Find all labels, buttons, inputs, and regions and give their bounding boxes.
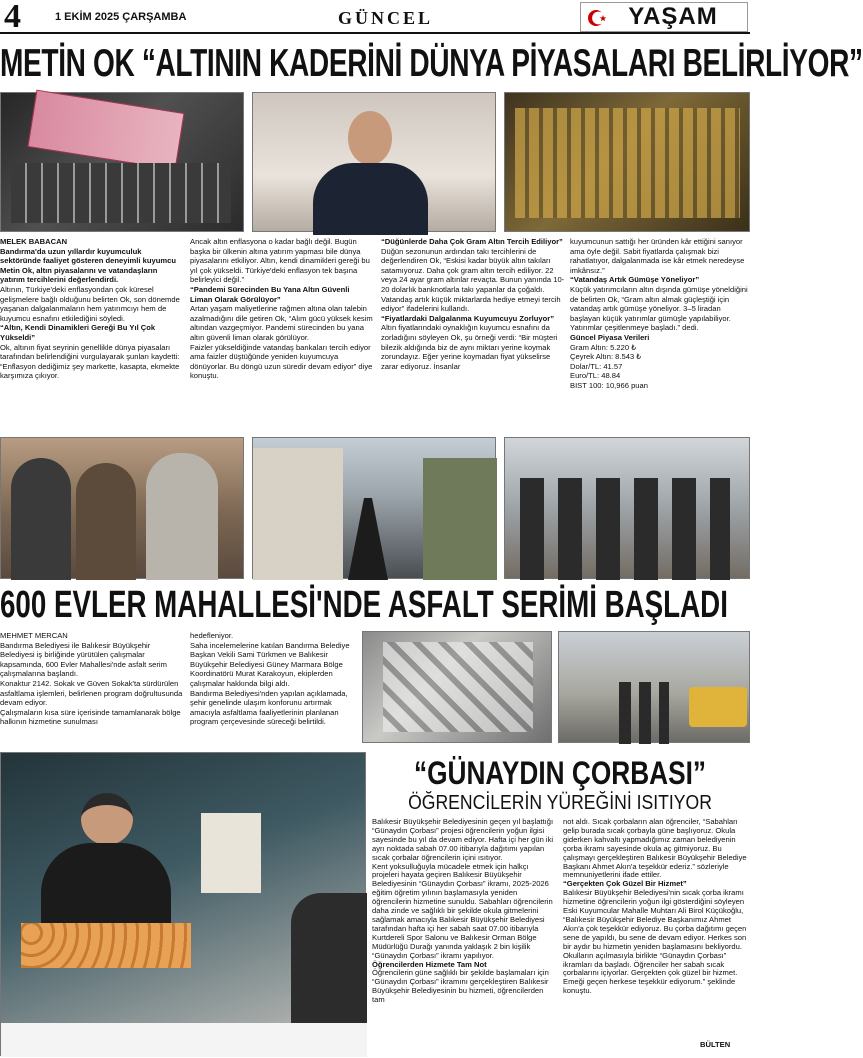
market-data-quarter-gold: Çeyrek Altın: 8.543 ₺ <box>570 352 642 362</box>
section-title: GÜNCEL <box>338 8 434 28</box>
officials-group-photo <box>504 437 750 579</box>
gold-article-headline: METİN OK “ALTININ KADERİNİ DÜNYA PİYASALARI BELİRLİYOR” <box>0 42 863 85</box>
subheading: “Altın, Kendi Dinamikleri Gereği Bu Yıl Çok Yükseldi” <box>0 323 156 342</box>
soup-article-column-2 <box>563 818 750 1054</box>
paragraph: Altın fiyatlarındaki oynaklığın kuyumcu esnafını da zorladığını söyleyen Ok, şu örneği verdi: “Bir müşteri bilezik aldığında biz de aynı miktarı yerine koymak zorundayız. Eğer yerine koymadan fiyat yükselirse zarar ediyoruz. İnsanlar <box>381 323 558 371</box>
paragraph: Balıkesir Büyükşehir Belediyesi'nin sıcak çorba ikramı hizmetine öğrencilerin yoğun ilgi gösterdiğini söyleyen Eski Kuyumcular Mahalle Muhtarı Ali Birol Küçükoğlu, “Balıkesir Büyükşehir Belediye Başkanımız Ahmet Akın'a çok teşekkür ediyoruz. Bu çorba dağıtımı geçen sene de yapıldı, bu sene de devam ediyor. Herkes son bir aydır bu hizmetin yeniden başlamasını bekliyordu. Okulların açılmasıyla birlikte “Günaydın Çorbası” ikramları da başladı. Öğrenciler her sabah sıcak çorbalarını içiyorlar. Gerçekten çok güzel bir hizmet. Emeği geçen herkese teşekkür ediyorum.” şeklinde konuştu. <box>563 888 747 996</box>
subheading: “Pandemi Sürecinden Bu Yana Altın Güvenli Liman Olarak Görülüyor” <box>190 284 350 304</box>
paragraph: not aldı. Sıcak çorbaların alan öğrenciler, “Sabahları gelip burada sıcak çorbayla güne başlıyoruz. Okula giderken kahvaltı yapmadığımız zaman belediyenin çorba ikramı sayesinde okula aç gitmiyoruz. Bu çalışmayı gerçekleştiren Balıkesir Büyükşehir Belediye Başkanı Ahmet Akın'a teşekkür ederiz.” sözleriyle memnuniyetlerini ifade ettiler. <box>563 817 747 880</box>
roadwork-photo <box>558 631 750 743</box>
paragraph: Altının, Türkiye'deki enflasyondan çok küresel gelişmelere bağlı olduğunu belirten Ok, son dönemde yaşanan dalgalanmaların hem yatırımcıyı hem de kuyumcu esnafını etkilediğini söyledi. <box>0 284 180 323</box>
gold-article-column-2 <box>190 237 373 429</box>
paragraph: Bandırma Belediyesi ile Balıkesir Büyükşehir Belediyesi iş birliğinde yürütülen çalışmalar kapsamında, 600 Evler Mahallesi'nde asfalt serim çalışmalarına başlandı. <box>0 640 167 679</box>
logo-name: YAŞAM <box>628 3 718 30</box>
issue-date: 1 EKİM 2025 ÇARŞAMBA <box>55 11 187 23</box>
paragraph: Bandırma'da uzun yıllardır kuyumculuk sektöründe faaliyet gösteren deneyimli kuyumcu Metin Ok, altın piyasalarını ve vatandaşların yatırım tercihlerini değerlendirdi. <box>0 246 176 285</box>
asphalt-article-headline: 600 EVLER MAHALLESİ'NDE ASFALT SERİMİ BAŞLADI <box>0 584 728 626</box>
gold-article-column-3 <box>381 237 566 429</box>
gold-jewelry-display-photo <box>504 92 750 232</box>
paragraph: Ancak altın enflasyona o kadar bağlı değil. Bugün başka bir ülkenin altına yatırım yapması bile dünya piyasalarını etkiliyor. Altın, kendi dinamikleri gereği bu yıl çok yükseldi. Türkiye'deki enflasyon tek başına belirleyici değil.” <box>190 237 370 285</box>
asphalt-road-photo <box>252 437 496 579</box>
paragraph: Konaktur 2142. Sokak ve Güven Sokak'ta sürdürülen asfaltlama işlemleri, belirlenen program doğrultusunda devam ediyor. <box>0 678 183 708</box>
newspaper-logo <box>580 2 748 32</box>
page-header <box>0 0 750 34</box>
paragraph: hedefleniyor. <box>190 631 234 640</box>
soup-article-subheadline: ÖĞRENCİLERİN YÜREĞİNİ ISITIYOR <box>408 792 712 814</box>
soup-distribution-photo <box>0 752 366 1056</box>
article-signature: BÜLTEN <box>700 1040 731 1049</box>
paragraph: Ok, altının fiyat seyrinin genellikle dünya piyasaları tarafından belirlendiğini vurgulayarak şunları kaydetti: <box>0 342 180 362</box>
gold-article-column-1 <box>0 237 183 429</box>
paragraph: Çalışmaların kısa süre içerisinde tamamlanarak bölge halkının hizmetine sunulması <box>0 707 181 727</box>
paragraph: Faizler yükseldiğinde vatandaş bankaları tercih ediyor ama faizler düştüğünde yeniden kuyumcuya dönüyorlar. Bu döngü uzun süredir devam ediyor” diye konuştu. <box>190 342 373 381</box>
subheading: “Vatandaş Artık Gümüşe Yöneliyor” <box>570 275 700 285</box>
paragraph: Balıkesir Büyükşehir Belediyesinin geçen yıl başlattığı “Günaydın Çorbası” projesi öğrencilerin yoğun ilgisi sayesinde bu yıl da devam ediyor. Hafta içi her gün iki ayrı noktada sabah 07.00 itibarıyla dağıtımı yapılan sıcak çorbalar öğrencilerin içini ısıtıyor. <box>372 817 554 862</box>
byline: MEHMET MERCAN <box>0 631 68 640</box>
aerial-neighborhood-photo <box>362 631 552 743</box>
soup-article-column-1 <box>372 818 556 1054</box>
officials-meeting-photo <box>0 437 244 579</box>
market-data-eur: Euro/TL: 48.84 <box>570 371 621 381</box>
paragraph: Artan yaşam maliyetlerine rağmen altına olan talebin azalmadığını dile getiren Ok, “Alım gücü yüksek kesim altından vazgeçmiyor. Pandemi sürecinden bu yana altın güvenli liman olarak görülüyor. <box>190 304 373 342</box>
subheading: “Fiyatlardaki Dalgalanma Kuyumcuyu Zorluyor” <box>381 313 555 323</box>
subheading: “Düğünlerde Daha Çok Gram Altın Tercih Ediliyor” <box>381 237 563 246</box>
asphalt-article-column-1 <box>0 631 183 746</box>
paragraph: Kent yoksulluğuyla mücadele etmek için halkçı projeleri hayata geçiren Balıkesir Büyükşehir Belediyesinin “Günaydın Çorbası” ikramı, 2025-2026 eğitim öğretim yılının başlamasıyla yeniden öğrencilerin hizmetine sunuldu. Sabahları öğrencilerin daha zinde ve sağlıklı bir şekilde okula gitmelerini sağlamak amacıyla Balıkesir Büyükşehir Belediyesi tarafından hafta içi her sabah saat 07.00 itibarıyla Kurtdereli Spor Salonu ve Balıkesir Orman Bölge Müdürlüğü Durağı yanında yaklaşık 2 bin kişilik “Günaydın Çorbası” ikramı yapılıyor. <box>372 861 553 960</box>
paragraph: Bandırma Belediyesi'nden yapılan açıklamada, şehir genelinde ulaşım konforunu artırmak amacıyla asfaltlama faaliyetlerinin planlanan program çerçevesinde süreceği belirtildi. <box>190 688 348 727</box>
paragraph: “Enflasyon dediğimiz şey markette, kasapta, ekmekte karşımıza çıkıyor. <box>0 361 180 381</box>
market-data-bist: BIST 100: 10,966 puan <box>570 380 648 390</box>
paragraph: Küçük yatırımcıların altın dışında gümüşe yöneldiğini de belirten Ok, “Gram altın almak güçleştiği için vatandaş artık gümüşe yöneliyor. 3–5 liradan başlayan küçük yatırımlar gümüşle yapılabiliyor. Yatırımlar çeşitlenmeye başladı.” dedi. <box>570 284 748 333</box>
paragraph: Saha incelemelerine katılan Bandırma Belediye Başkan Vekili Sami Türkmen ve Balıkesir Büyükşehir Belediyesi Güney Marmara Bölge Koordinatörü Murat Karakoyun, ekiplerden çalışmalar hakkında bilgi aldı. <box>190 640 350 688</box>
banknotes-photo <box>0 92 244 232</box>
subheading: Öğrencilerden Hizmete Tam Not <box>372 959 487 969</box>
jeweler-portrait-photo <box>252 92 496 232</box>
gold-article-column-4 <box>570 237 750 429</box>
subheading: “Gerçekten Çok Güzel Bir Hizmet” <box>563 879 687 889</box>
market-data-heading: Güncel Piyasa Verileri <box>570 332 650 342</box>
paragraph: Öğrencilerin güne sağlıklı bir şekilde başlamaları için “Günaydın Çorbası” ikramını gerçekleştiren Balıkesir Büyükşehir Belediyesinin bu hizmeti, öğrencilerden tam <box>372 968 549 1005</box>
market-data-usd: Dolar/TL: 41.57 <box>570 361 623 371</box>
page-number: 4 <box>4 0 21 35</box>
paragraph: kuyumcunun sattığı her üründen kâr ettiğini sanıyor ama öyle değil. Sabit fiyatlarda çalışmak bizi rahatlatıyor, dalgalanmada ise kâr etmek neredeyse imkânsız.” <box>570 237 745 275</box>
market-data-gram-gold: Gram Altın: 5.220 ₺ <box>570 342 637 352</box>
paragraph: Düğün sezonunun ardından takı tercihlerini de değerlendiren Ok, “Eskisi kadar büyük altın takıları satamıyoruz. Daha çok gram altın tercih ediliyor. 22 veya 24 ayar gram altınlar revaçta. Bunun yanında 10-20 dolarlık banknotlarla takı yapanlar da çoğaldı. Vatandaş artık küçük miktarlarda hediye etmeyi tercih ediyor” ifadelerini kullandı. <box>381 246 565 314</box>
paragraph: MELEK BABACAN <box>0 237 68 246</box>
crescent-star-icon <box>587 7 609 29</box>
soup-article-headline: “GÜNAYDIN ÇORBASI” <box>413 755 707 791</box>
asphalt-article-column-2 <box>190 631 358 746</box>
